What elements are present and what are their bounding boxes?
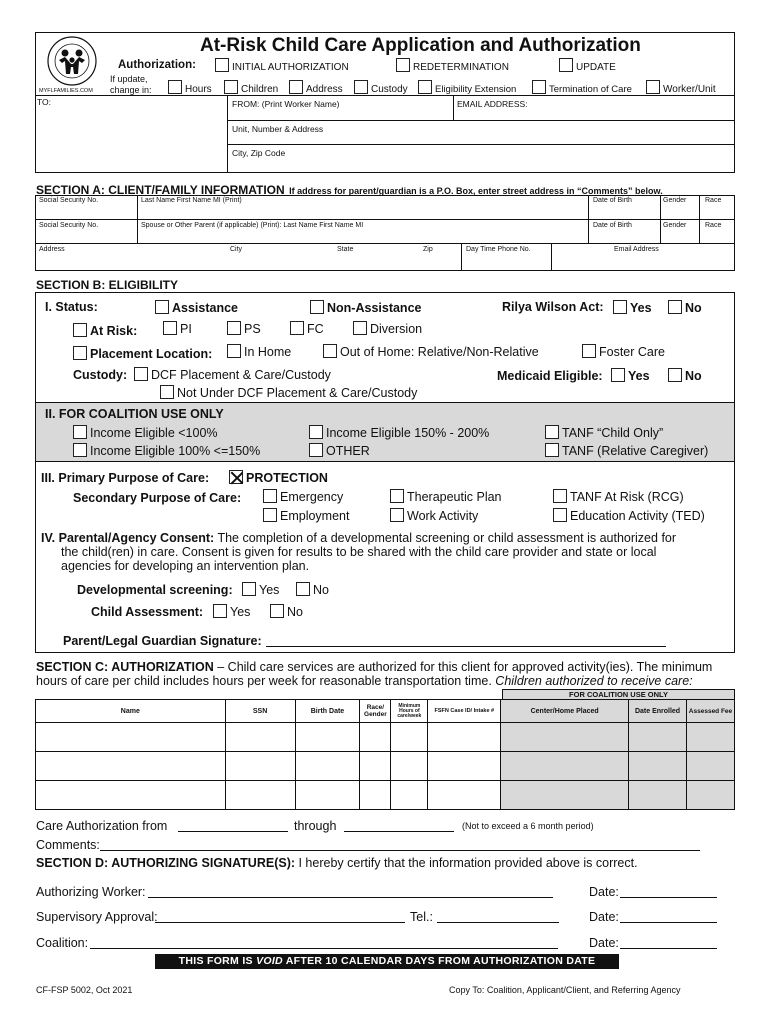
date-label-2: Date:: [589, 910, 619, 924]
diversion-option[interactable]: Diversion: [353, 321, 422, 336]
checkbox[interactable]: [559, 58, 573, 72]
supervisory-approval-line[interactable]: [155, 922, 405, 923]
checkbox[interactable]: [224, 80, 238, 94]
col-date-enrolled: Date Enrolled: [629, 700, 687, 723]
work-activity-option[interactable]: Work Activity: [390, 508, 478, 523]
other-option[interactable]: OTHER: [309, 443, 370, 458]
divider: [551, 243, 552, 271]
auth-period-note: (Not to exceed a 6 month period): [462, 821, 594, 831]
child-assessment-label: Child Assessment:: [91, 605, 204, 619]
checkbox[interactable]: [289, 80, 303, 94]
from-field[interactable]: FROM: (Print Worker Name): [232, 99, 340, 109]
state[interactable]: State: [337, 246, 354, 253]
section-d-heading: SECTION D: AUTHORIZING SIGNATURE(S): I hereby certify that the information provided above is correct.: [36, 856, 638, 870]
status-label: I. Status:: [45, 300, 98, 314]
col-birth-date: Birth Date: [295, 700, 360, 723]
emergency-option[interactable]: Emergency: [263, 489, 343, 504]
in-home-option[interactable]: In Home: [227, 344, 291, 359]
day-phone[interactable]: Day Time Phone No.: [466, 246, 531, 253]
checkbox[interactable]: [668, 300, 682, 314]
checkbox[interactable]: [309, 425, 323, 439]
divider: [35, 243, 735, 244]
col-assessed-fee: Assessed Fee: [686, 700, 734, 723]
divider: [35, 219, 735, 220]
checkbox[interactable]: [545, 425, 559, 439]
to-box[interactable]: TO:: [35, 96, 228, 173]
employment-option[interactable]: Employment: [263, 508, 349, 523]
table-cell[interactable]: [295, 752, 360, 781]
checkbox-checked[interactable]: [229, 470, 243, 484]
copy-to-note: Copy To: Coalition, Applicant/Client, and Referring Agency: [449, 985, 681, 995]
income-100-150[interactable]: Income Eligible 100% <=150%: [73, 443, 260, 458]
checkbox[interactable]: [545, 443, 559, 457]
guardian-signature-line[interactable]: [266, 646, 666, 647]
race-1[interactable]: Race: [705, 197, 722, 204]
table-row[interactable]: [36, 781, 735, 810]
checkbox[interactable]: [296, 582, 310, 596]
foster-care-option[interactable]: Foster Care: [582, 344, 665, 359]
change-worker[interactable]: Worker/Unit: [646, 80, 716, 95]
checkbox[interactable]: [155, 300, 169, 314]
zip[interactable]: Zip: [423, 246, 433, 253]
date-label-1: Date:: [589, 885, 619, 899]
checkbox[interactable]: [582, 344, 596, 358]
ssn-1[interactable]: Social Security No.: [39, 197, 99, 204]
through-label: through: [294, 819, 337, 833]
checkbox[interactable]: [353, 321, 367, 335]
checkbox[interactable]: [263, 489, 277, 503]
table-cell[interactable]: [428, 781, 501, 810]
table-cell[interactable]: [295, 723, 360, 752]
checkbox[interactable]: [270, 604, 284, 618]
tanf-child-only[interactable]: TANF “Child Only”: [545, 425, 663, 440]
comments-line[interactable]: [100, 850, 700, 851]
consent-paragraph: IV. Parental/Agency Consent: The completion of a developmental screening or child assessment is authorized for the child(ren) in care. Consent is given for results to be shared with the child care provider and state or local agencies for developing an intervention plan.: [41, 531, 677, 573]
date-line-1[interactable]: [620, 897, 717, 898]
table-cell[interactable]: [686, 752, 734, 781]
table-cell[interactable]: [501, 752, 629, 781]
tanf-at-risk-option[interactable]: TANF At Risk (RCG): [553, 489, 684, 504]
table-header-row: [36, 700, 735, 723]
table-cell[interactable]: [501, 781, 629, 810]
checkbox[interactable]: [553, 489, 567, 503]
income-under-100[interactable]: Income Eligible <100%: [73, 425, 218, 440]
checkbox[interactable]: [168, 80, 182, 94]
dob-2[interactable]: Date of Birth: [593, 222, 632, 229]
table-cell[interactable]: [295, 781, 360, 810]
checkbox[interactable]: [73, 425, 87, 439]
table-cell[interactable]: [360, 781, 391, 810]
date-line-2[interactable]: [620, 922, 717, 923]
auth-from-label: Care Authorization from: [36, 819, 168, 833]
change-address[interactable]: Address: [289, 80, 343, 95]
checkbox[interactable]: [390, 489, 404, 503]
divider: [453, 96, 454, 120]
form-title: At-Risk Child Care Application and Authorization: [200, 35, 641, 56]
dob-1[interactable]: Date of Birth: [593, 197, 632, 204]
checkbox[interactable]: [396, 58, 410, 72]
section-b-heading: SECTION B: ELIGIBILITY: [36, 278, 179, 292]
city[interactable]: City: [230, 246, 243, 253]
gender-1[interactable]: Gender: [663, 197, 687, 204]
col-name: Name: [36, 700, 226, 723]
table-cell[interactable]: [225, 752, 295, 781]
tel-label: Tel.:: [410, 910, 433, 924]
checkbox[interactable]: [242, 582, 256, 596]
change-children[interactable]: Children: [224, 80, 278, 95]
non-assistance-option[interactable]: Non-Assistance: [310, 300, 421, 315]
table-cell[interactable]: [686, 781, 734, 810]
table-row[interactable]: [36, 723, 735, 752]
table-cell[interactable]: [36, 752, 226, 781]
table-cell[interactable]: [225, 781, 295, 810]
education-activity-option[interactable]: Education Activity (TED): [553, 508, 705, 523]
checkbox[interactable]: [418, 80, 432, 94]
divider: [228, 144, 735, 145]
medicaid-no[interactable]: No: [668, 368, 702, 383]
checkbox[interactable]: [309, 443, 323, 457]
table-cell[interactable]: [629, 752, 687, 781]
child-assessment-no[interactable]: No: [270, 604, 303, 619]
comments-label: Comments:: [36, 838, 100, 852]
checkbox[interactable]: [668, 368, 682, 382]
checkbox[interactable]: [227, 344, 241, 358]
checkbox[interactable]: [390, 508, 404, 522]
divider: [137, 195, 138, 243]
authorizing-worker-label: Authorizing Worker:: [36, 885, 146, 899]
table-cell[interactable]: [501, 723, 629, 752]
tel-line[interactable]: [437, 922, 559, 923]
race-2[interactable]: Race: [705, 222, 722, 229]
client-name[interactable]: Last Name First Name MI (Print): [141, 197, 242, 204]
checkbox[interactable]: [134, 367, 148, 381]
not-dcf-custody-option[interactable]: Not Under DCF Placement & Care/Custody: [160, 385, 417, 400]
col-center-placed: Center/Home Placed: [501, 700, 629, 723]
auth-redetermination[interactable]: REDETERMINATION: [396, 58, 509, 73]
checkbox[interactable]: [213, 604, 227, 618]
checkbox[interactable]: [215, 58, 229, 72]
checkbox[interactable]: [532, 80, 546, 94]
dcf-custody-option[interactable]: DCF Placement & Care/Custody: [134, 367, 331, 382]
col-ssn: SSN: [225, 700, 295, 723]
checkbox[interactable]: [73, 443, 87, 457]
guardian-signature-label: Parent/Legal Guardian Signature:: [63, 634, 262, 648]
void-banner: THIS FORM IS VOID AFTER 10 CALENDAR DAYS FROM AUTHORIZATION DATE: [155, 954, 619, 969]
change-hours[interactable]: Hours: [168, 80, 212, 95]
protection-option[interactable]: PROTECTION: [229, 470, 328, 485]
table-cell[interactable]: [686, 723, 734, 752]
section-a-grid: [35, 195, 735, 271]
checkbox[interactable]: [646, 80, 660, 94]
dev-screening-yes[interactable]: Yes: [242, 582, 279, 597]
gender-2[interactable]: Gender: [663, 222, 687, 229]
authorization-label: Authorization:: [118, 59, 196, 71]
authorizing-worker-line[interactable]: [148, 897, 553, 898]
ssn-2[interactable]: Social Security No.: [39, 222, 99, 229]
table-cell[interactable]: [36, 781, 226, 810]
medicaid-label: Medicaid Eligible:: [497, 369, 603, 383]
checkbox[interactable]: [553, 508, 567, 522]
table-cell[interactable]: [428, 752, 501, 781]
form-id: CF-FSP 5002, Oct 2021: [36, 985, 133, 995]
col-fsfn: FSFN Case ID/ Intake #: [428, 700, 501, 723]
placement-location-option[interactable]: Placement Location:: [73, 346, 212, 361]
custody-label: Custody:: [73, 368, 128, 382]
table-cell[interactable]: [629, 723, 687, 752]
table-cell[interactable]: [391, 781, 428, 810]
email-field[interactable]: EMAIL ADDRESS:: [457, 99, 528, 109]
checkbox[interactable]: [613, 300, 627, 314]
date-label-3: Date:: [589, 936, 619, 950]
dev-screening-label: Developmental screening:: [77, 583, 233, 597]
logo-url: MYFLFAMILIES.COM: [39, 88, 93, 94]
col-race-gender: Race/ Gender: [360, 700, 391, 723]
medicaid-yes[interactable]: Yes: [611, 368, 650, 383]
update-label: If update, change in:: [110, 74, 152, 95]
unit-address-field[interactable]: Unit, Number & Address: [232, 124, 324, 134]
checkbox[interactable]: [611, 368, 625, 382]
pi-option[interactable]: PI: [163, 321, 192, 336]
child-assessment-yes[interactable]: Yes: [213, 604, 250, 619]
divider: [699, 195, 700, 243]
divider: [660, 195, 661, 243]
table-row[interactable]: [36, 752, 735, 781]
table-cell[interactable]: [428, 723, 501, 752]
checkbox[interactable]: [73, 323, 87, 337]
auth-from-line[interactable]: [178, 831, 288, 832]
checkbox[interactable]: [323, 344, 337, 358]
ps-option[interactable]: PS: [227, 321, 261, 336]
rilya-no[interactable]: No: [668, 300, 702, 315]
checkbox[interactable]: [310, 300, 324, 314]
col-min-hours: Minimum Hours of care/week: [391, 700, 428, 723]
income-150-200[interactable]: Income Eligible 150% - 200%: [309, 425, 489, 440]
divider: [588, 195, 589, 243]
coalition-label: Coalition:: [36, 936, 89, 950]
tanf-relative-caregiver[interactable]: TANF (Relative Caregiver): [545, 443, 708, 458]
checkbox[interactable]: [227, 321, 241, 335]
table-cell[interactable]: [360, 723, 391, 752]
children-table: [35, 699, 735, 810]
section-a-heading: SECTION A: CLIENT/FAMILY INFORMATION If address for parent/guardian is a P.O. Box, enter street address in “Comments” below.: [36, 183, 663, 197]
checkbox[interactable]: [354, 80, 368, 94]
address[interactable]: Address: [39, 246, 65, 253]
auth-update[interactable]: UPDATE: [559, 58, 616, 73]
table-cell[interactable]: [391, 723, 428, 752]
change-custody[interactable]: Custody: [354, 80, 408, 95]
table-cell[interactable]: [36, 723, 226, 752]
rilya-yes[interactable]: Yes: [613, 300, 652, 315]
secondary-purpose-label: Secondary Purpose of Care:: [73, 491, 242, 505]
table-cell[interactable]: [360, 752, 391, 781]
checkbox[interactable]: [290, 321, 304, 335]
table-cell[interactable]: [391, 752, 428, 781]
coalition-use-header: FOR COALITION USE ONLY: [502, 689, 735, 700]
checkbox[interactable]: [73, 346, 87, 360]
family-seal-icon: [37, 34, 107, 94]
auth-initial[interactable]: INITIAL AUTHORIZATION: [215, 58, 349, 73]
assistance-option[interactable]: Assistance: [155, 300, 238, 315]
dcf-logo: [37, 34, 107, 94]
coalition-title: II. FOR COALITION USE ONLY: [45, 407, 224, 421]
table-cell[interactable]: [225, 723, 295, 752]
checkbox[interactable]: [263, 508, 277, 522]
rilya-label: Rilya Wilson Act:: [502, 300, 604, 314]
coalition-line[interactable]: [90, 948, 558, 949]
therapeutic-plan-option[interactable]: Therapeutic Plan: [390, 489, 502, 504]
spouse-name[interactable]: Spouse or Other Parent (if applicable) (Print): Last Name First Name MI: [141, 222, 364, 229]
primary-purpose-label: III. Primary Purpose of Care:: [41, 471, 210, 485]
email-address[interactable]: Email Address: [614, 246, 659, 253]
supervisory-approval-label: Supervisory Approval:: [36, 910, 158, 924]
divider: [228, 120, 735, 121]
checkbox[interactable]: [163, 321, 177, 335]
table-cell[interactable]: [629, 781, 687, 810]
city-zip-field[interactable]: City, Zip Code: [232, 148, 286, 158]
at-risk-option[interactable]: At Risk:: [73, 323, 137, 338]
out-of-home-option[interactable]: Out of Home: Relative/Non-Relative: [323, 344, 539, 359]
dev-screening-no[interactable]: No: [296, 582, 329, 597]
fc-option[interactable]: FC: [290, 321, 324, 336]
section-c-text: SECTION C: AUTHORIZATION – Child care services are authorized for this client for approved activity(ies). The minimum hours of care per child includes hours per week for reasonable transportation time. Children authorized to receive care:: [36, 660, 713, 688]
change-eligibility[interactable]: Eligibility Extension: [418, 80, 516, 95]
auth-through-line[interactable]: [344, 831, 454, 832]
divider: [461, 243, 462, 271]
date-line-3[interactable]: [620, 948, 717, 949]
checkbox[interactable]: [160, 385, 174, 399]
change-termination[interactable]: Termination of Care: [532, 80, 632, 95]
